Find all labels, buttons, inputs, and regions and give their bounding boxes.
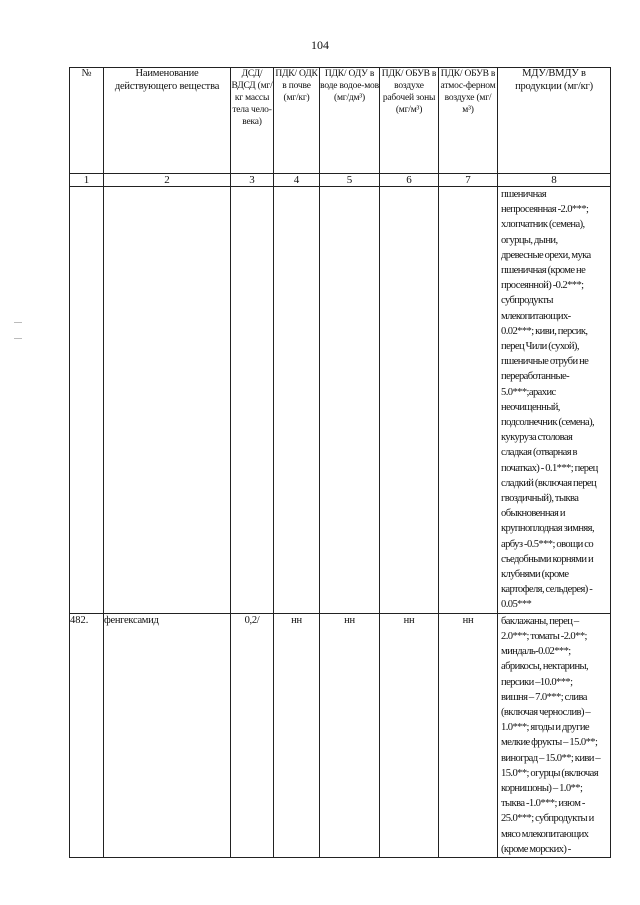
mdu-line: просеянной) -0.2***; [501,280,584,292]
mdu-line: пшеничная [501,189,547,200]
mdu-line: арбуз -0.5***; овощи со [501,538,594,550]
column-number: 3 [231,174,274,187]
mdu-line: початках) - 0.1***; перец [501,462,598,474]
mdu-line: тыква -1.0***; изюм - [501,798,585,810]
row-number [70,187,104,614]
mdu-line: виноград – 15.0**; киви – [501,752,601,764]
mdu-line: 25.0***; субпродукты и [501,813,594,825]
mdu-line: 0.05*** [501,599,532,611]
mdu-line: переработанные- [501,371,570,383]
header-row [70,68,611,174]
column-number: 2 [104,174,231,187]
margin-mark [14,338,22,339]
row-number: 482. [70,613,104,857]
mdu-line: субпродукты [501,295,553,307]
margin-mark [14,322,22,323]
norms-table [69,67,611,858]
pdk-soil-value: нн [274,613,320,857]
column-number: 6 [380,174,439,187]
mdu-text [498,614,610,857]
mdu-line: картофеля, сельдерея) - [501,584,593,596]
mdu-line: персики –10.0***; [501,676,573,688]
column-number: 4 [274,174,320,187]
mdu-line: 15.0**; огурцы (включая [501,767,598,779]
mdu-line: (кроме морских) - [501,843,571,855]
mdu-line: кукуруза столовая [501,432,573,444]
pdk-work-air-value [380,187,439,614]
mdu-line: крупноплодная зимняя, [501,523,594,535]
mdu-line: обыкновенная и [501,508,565,520]
mdu-line: клубнями (кроме [501,569,569,581]
mdu-line: съедобными корнями и [501,553,594,565]
mdu-line: млекопитающих- [501,310,571,322]
mdu-line: сладкая (отварная в [501,447,577,459]
column-number: 5 [320,174,380,187]
dsd-value: 0,2/ [231,613,274,857]
table-row [70,187,611,614]
mdu-line: непросеянная -2.0***; [501,204,589,216]
mdu-line: 2.0***; томаты -2.0**; [501,630,587,642]
mdu-line: мелкие фрукты – 15.0**; [501,737,598,749]
mdu-line: абрикосы, нектарины, [501,661,589,673]
mdu-line: гвоздичный), тыква [501,493,579,505]
header-pdk-work-air: ПДК/ ОБУВ в воздухе рабочей зоны (мг/м³) [380,68,439,174]
mdu-line: подсолнечник (семена), [501,417,595,429]
column-number-row [70,174,611,187]
mdu-line: вишня – 7.0***; слива [501,691,587,703]
pdk-water-value [320,187,380,614]
pdk-water-value: нн [320,613,380,857]
header-mdu: МДУ/ВМДУ в продукции (мг/кг) [498,68,611,174]
mdu-line: перец Чили (сухой), [501,341,579,353]
mdu-line: хлопчатник (семена), [501,219,585,231]
header-pdk-atm-air: ПДК/ ОБУВ в атмос-ферном воздухе (мг/м³) [439,68,498,174]
header-num: № [70,68,104,174]
header-pdk-soil: ПДК/ ОДК в почве (мг/кг) [274,68,320,174]
dsd-value [231,187,274,614]
mdu-line: 5.0***;арахис [501,386,556,398]
mdu-line: неочищенный, [501,401,560,413]
header-pdk-water: ПДК/ ОДУ в воде водое-мов (мг/дм³) [320,68,380,174]
header-substance-name: Наименование действующего вещества [104,68,231,174]
pdk-atm-air-value [439,187,498,614]
header-dsd: ДСД/ ВДСД (мг/кг массы тела чело-века) [231,68,274,174]
mdu-line: миндаль-0.02***; [501,646,571,658]
column-number: 7 [439,174,498,187]
pdk-atm-air-value: нн [439,613,498,857]
mdu-line: (включая чернослив) – [501,706,591,718]
mdu-line: мясо млекопитающих [501,828,589,840]
mdu-line: древесные орехи, мука [501,249,591,261]
mdu-line: пшеничная (кроме не [501,265,586,277]
mdu-cell [498,613,611,857]
mdu-text [498,187,610,613]
page-number: 104 [311,38,329,52]
mdu-line: баклажаны, перец – [501,615,579,627]
mdu-cell [498,187,611,614]
mdu-line: 0.02***; киви, персик, [501,325,588,337]
pdk-soil-value [274,187,320,614]
column-number: 8 [498,174,611,187]
substance-name [104,187,231,614]
substance-name: фенгексамид [104,613,231,857]
column-number: 1 [70,174,104,187]
mdu-line: пшеничные отруби не [501,356,589,368]
mdu-line: огурцы, дыни, [501,234,558,246]
mdu-line: 1.0***; ягоды и другие [501,722,590,734]
pdk-work-air-value: нн [380,613,439,857]
table-row [70,613,611,857]
mdu-line: сладкий (включая перец [501,477,597,489]
mdu-line: корнишоны) – 1.0**; [501,782,583,794]
